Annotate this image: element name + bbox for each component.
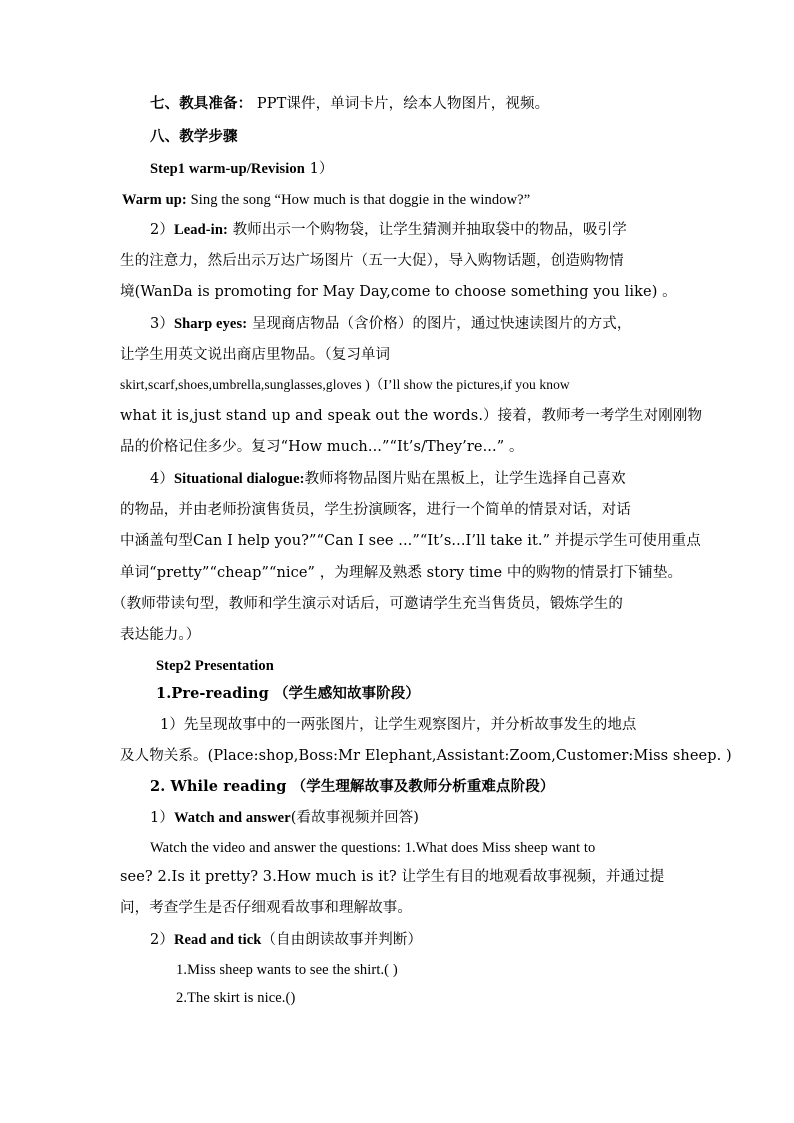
sharp-line-2: 让学生用英文说出商店里物品。（复习单词 (120, 347, 391, 363)
situ-text-1: 教师将物品图片贴在黑板上，让学生选择自己喜欢 (304, 471, 626, 487)
readtick-title-line (150, 930, 422, 950)
watch-line-2: see? 2.Is it pretty? 3.How much is it? 让学生有目的地观看故事视频，并通过提 (120, 869, 665, 885)
watch-number: 1） (150, 810, 174, 826)
step1-title: Step1 warm-up/Revision (150, 161, 305, 177)
sharp-line-3: skirt,scarf,shoes,umbrella,sunglasses,gloves )（I’ll show the pictures,if you know (120, 377, 570, 392)
step2-title: Step2 Presentation (156, 658, 274, 674)
prereading-line-2: 及人物关系。(Place:shop,Boss:Mr Elephant,Assistant:Zoom,Customer:Miss sheep. ) (120, 748, 732, 764)
watch-line-3: 问，考查学生是否仔细观看故事和理解故事。 (120, 900, 412, 916)
warmup-label: Warm up: (122, 192, 187, 208)
step1-number: 1） (304, 161, 334, 177)
section8-title: 八、教学步骤 (150, 128, 238, 145)
watch-title-line (150, 808, 419, 828)
leadin-line-2: 生的注意力，然后出示万达广场图片（五一大促），导入购物话题，创造购物情 (120, 253, 624, 269)
section7-line (150, 94, 549, 114)
watch-rest: (看故事视频并回答) (290, 810, 420, 826)
step1-line (150, 159, 334, 179)
sharp-line-5: 品的价格记住多少。复习“How much...”“It’s/They’re...” 。 (120, 439, 524, 455)
situ-line-2: 的物品，并由老师扮演售货员，学生扮演顾客，进行一个简单的情景对话，对话 (120, 502, 631, 518)
sharp-line-1 (150, 314, 631, 334)
readtick-rest: （自由朗读故事并判断） (261, 932, 423, 948)
situ-line-4: 单词“pretty”“cheap”“nice” ，为理解及熟悉 story time 中的购物的情景打下铺垫。 (120, 565, 683, 581)
situ-line-6: 表达能力。） (120, 627, 201, 643)
leadin-label: Lead-in: (173, 222, 228, 238)
readtick-label: Read and tick (173, 932, 262, 948)
leadin-line-1 (150, 220, 627, 240)
leadin-line-3: 境(WanDa is promoting for May Day,come to choose something you like) 。 (120, 284, 677, 300)
sharp-line-4: what it is,just stand up and speak out the words.）接着，教师考一考学生对刚刚物 (120, 408, 703, 424)
situ-line-5: （教师带读句型，教师和学生演示对话后，可邀请学生充当售货员，锻炼学生的 (112, 596, 623, 612)
section7-content: PPT课件，单词卡片，绘本人物图片，视频。 (252, 96, 550, 112)
situ-line-1 (150, 469, 626, 489)
warmup-text: Sing the song “How much is that doggie in the window?” (186, 192, 531, 208)
sharp-text-1: 呈现商店物品（含价格）的图片，通过快速读图片的方式， (247, 316, 632, 332)
situ-label: Situational dialogue: (173, 471, 305, 487)
warmup-line (122, 190, 530, 210)
situ-line-3: 中涵盖句型Can I help you?”“Can I see ...”“It’s...I’ll take it.” 并提示学生可使用重点 (120, 533, 701, 549)
readtick-item-1: 1.Miss sheep wants to see the shirt.( ) (176, 962, 398, 978)
readtick-item-2: 2.The skirt is nice.() (176, 990, 296, 1006)
watch-line-1: Watch the video and answer the questions: 1.What does Miss sheep want to (150, 840, 596, 856)
watch-label: Watch and answer (173, 810, 291, 826)
situ-number: 4） (150, 471, 174, 487)
leadin-text-1: 教师出示一个购物袋，让学生猜测并抽取袋中的物品，吸引学 (227, 222, 627, 238)
section7-title: 七、教具准备： (150, 95, 253, 112)
readtick-number: 2） (150, 932, 174, 948)
sharp-label: Sharp eyes: (173, 316, 248, 332)
prereading-line-1: 1）先呈现故事中的一两张图片，让学生观察图片，并分析故事发生的地点 (160, 717, 637, 733)
while-reading-title: 2. While reading （学生理解故事及教师分析重难点阶段） (150, 778, 555, 795)
sharp-number: 3） (150, 316, 174, 332)
leadin-number: 2） (150, 222, 174, 238)
prereading-title: 1.Pre-reading （学生感知故事阶段） (156, 685, 420, 702)
